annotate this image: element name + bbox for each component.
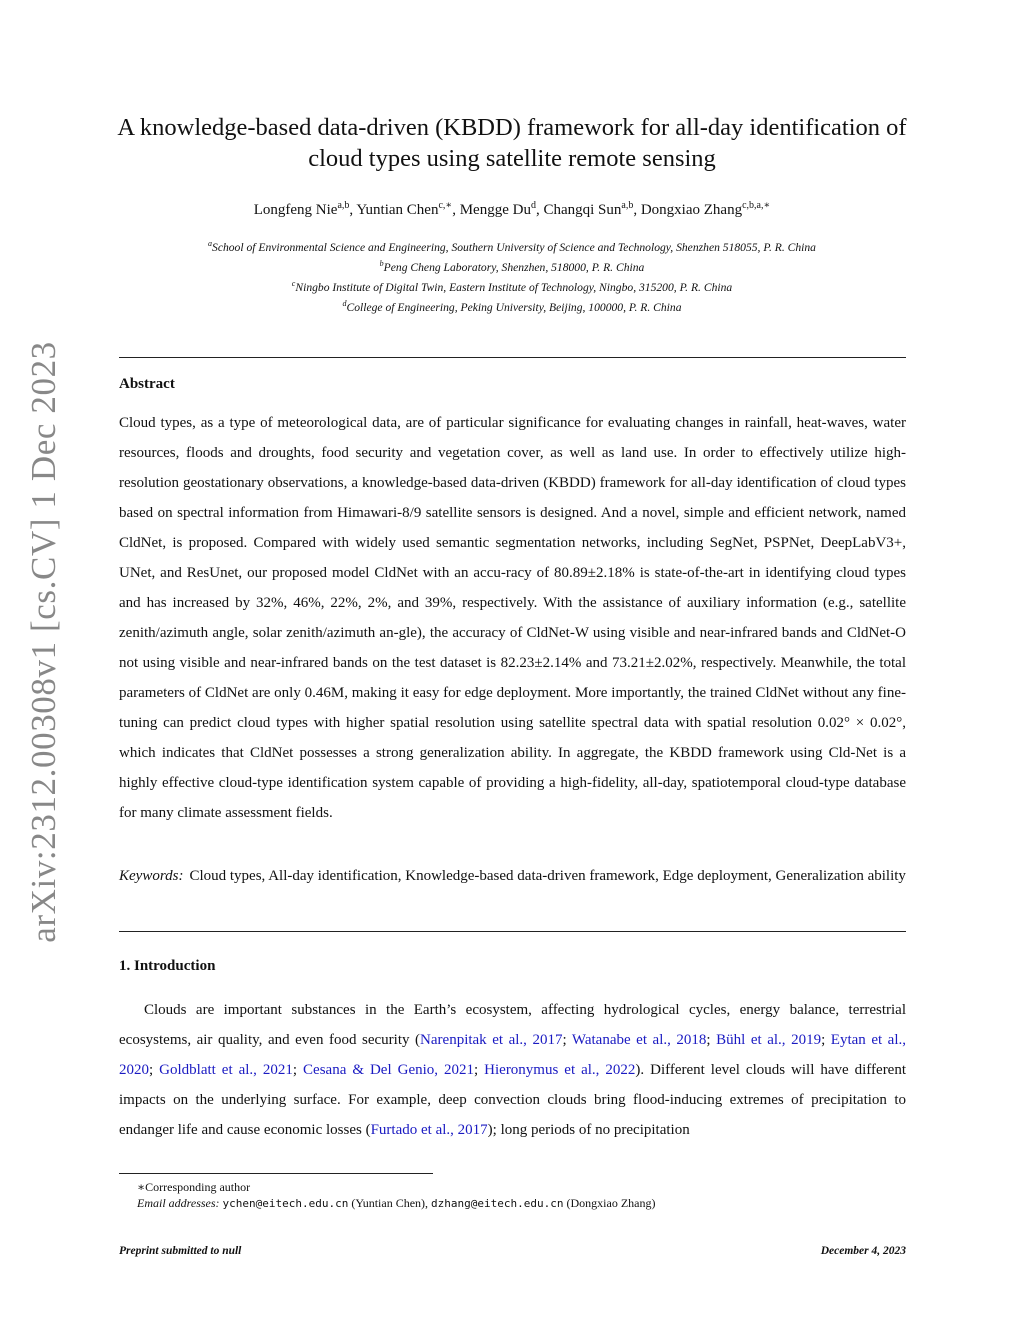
introduction-paragraph: [119, 995, 906, 1145]
intro-text: ). Different level clouds will have different impacts on the underlying surface. For example, deep convection clouds bring flood-inducing extremes of precipitation to endanger life and cause economic losses (: [119, 1062, 907, 1138]
citation-separator: ;: [706, 1032, 717, 1048]
citation-link[interactable]: Cesana & Del Genio, 2021: [303, 1062, 474, 1078]
abstract-heading: Abstract: [119, 376, 175, 392]
footer-preprint-note: Preprint submitted to null: [119, 1245, 242, 1257]
email-addresses: [137, 1195, 655, 1212]
affiliation: [110, 236, 914, 256]
author: Yuntian Chen: [356, 202, 439, 218]
author: Dongxiao Zhang: [640, 202, 743, 218]
email-owner: (Yuntian Chen),: [351, 1196, 429, 1210]
affiliation-list: [110, 236, 914, 315]
footnote: [137, 1179, 655, 1212]
affiliation-mark: c: [291, 278, 296, 288]
intro-text: ); long periods of no precipitation: [487, 1122, 690, 1138]
citation-link[interactable]: Furtado et al., 2017: [370, 1122, 488, 1138]
email-link[interactable]: ychen@eitech.edu.cn: [222, 1197, 349, 1210]
email-link[interactable]: dzhang@eitech.edu.cn: [431, 1197, 564, 1210]
keywords-label: Keywords:: [119, 868, 184, 884]
author-affil-mark: c,b,a,∗: [742, 200, 771, 211]
citation-separator: ;: [821, 1032, 831, 1048]
author-affil-mark: c,∗: [438, 200, 453, 211]
affiliation-mark: d: [342, 298, 347, 308]
affiliation: [110, 296, 914, 316]
affiliation-text: School of Environmental Science and Engineering, Southern University of Science and Technology, Shenzhen 518055, P. R. China: [212, 240, 816, 254]
paper-title: [110, 112, 914, 174]
footnote-rule: [119, 1173, 433, 1174]
author: Longfeng Nie: [253, 202, 338, 218]
arxiv-id: arXiv:2312.00308v1 [cs.CV] 1 Dec 2023: [24, 341, 64, 943]
author-list: Longfeng Nie$^{a,b}$, Yuntian Chen$^{c,∗}$, Mengge Du$^d$, Changqi Sun$^{a,b}$, Dongxiao Zhang$^{c,b,a,∗}$: [253, 200, 771, 218]
citation-link[interactable]: Goldblatt et al., 2021: [159, 1062, 293, 1078]
keywords: [119, 861, 906, 891]
author-affil-mark: a,b: [337, 200, 350, 211]
email-label: Email addresses:: [137, 1196, 220, 1210]
abstract-bottom-rule: [119, 931, 906, 932]
citation-link[interactable]: Watanabe et al., 2018: [571, 1032, 707, 1048]
citation-link[interactable]: Eytan et al., 2020: [119, 1032, 907, 1078]
affiliation: [110, 276, 914, 296]
corresponding-author-note: ∗Corresponding author: [137, 1180, 251, 1194]
citation-link[interactable]: Bühl et al., 2019: [716, 1032, 822, 1048]
citation-separator: ;: [149, 1062, 160, 1078]
affiliation-mark: b: [379, 258, 384, 268]
citation-separator: ;: [562, 1032, 572, 1048]
section-heading-introduction: 1. Introduction: [119, 958, 216, 974]
title-line-2: cloud types using satellite remote sensing: [308, 145, 716, 172]
author-affil-mark: d: [530, 200, 536, 211]
citation-separator: ;: [292, 1062, 304, 1078]
affiliation-text: College of Engineering, Peking University, Beijing, 100000, P. R. China: [346, 300, 682, 314]
abstract-top-rule: [119, 357, 906, 358]
abstract-text: Cloud types, as a type of meteorological data, are of particular significance for evaluating changes in rainfall, heat-waves, water resources, floods and droughts, food security and vegetation cover, as well as land use. In order to effectively utilize high-resolution geostationary observations, a knowledge-based data-driven (KBDD) framework for all-day identification of cloud types based on spectral information from Himawari-8/9 satellite sensors is designed. And a novel, simple and efficient network, named CldNet, is proposed. Compared with widely used semantic segmentation networks, including SegNet, PSPNet, DeepLabV3+, UNet, and ResUnet, our proposed model CldNet with an accu-racy of 80.89±2.18% is state-of-the-art in identifying cloud types and has increased by 32%, 46%, 22%, 2%, and 39%, respectively. With the assistance of auxiliary information (e.g., satellite zenith/azimuth angle, solar zenith/azimuth an-gle), the accuracy of CldNet-W using visible and near-infrared bands and CldNet-O not using visible and near-infrared bands on the test dataset is 82.23±2.14% and 73.21±2.02%, respectively. Meanwhile, the total parameters of CldNet are only 0.46M, making it easy for edge deployment. More importantly, the trained CldNet without any fine-tuning can predict cloud types with higher spatial resolution using satellite spectral data with spatial resolution 0.02° × 0.02°, which indicates that CldNet possesses a strong generalization ability. In aggregate, the KBDD framework using Cld-Net is a highly effective cloud-type identification system capable of providing a high-fidelity, all-day, spatiotemporal cloud-type database for many climate assessment fields.: [119, 415, 906, 821]
keywords-text: Cloud types, All-day identification, Knowledge-based data-driven framework, Edge deployment, Generalization ability: [189, 868, 906, 884]
affiliation-text: Peng Cheng Laboratory, Shenzhen, 518000, P. R. China: [383, 260, 645, 274]
intro-text: Clouds are important substances in the Earth’s ecosystem, affecting hydrological cycles, energy balance, terrestrial ecosystems, air quality, and even food security (: [119, 1002, 906, 1048]
author: Changqi Sun: [543, 202, 622, 218]
author: Mengge Du: [459, 202, 531, 218]
email-owner: (Dongxiao Zhang): [566, 1196, 656, 1210]
arxiv-stamp: [10, 341, 78, 943]
affiliation-mark: a: [208, 239, 213, 248]
author-affil-mark: a,b: [621, 200, 634, 211]
affiliation-text: Ningbo Institute of Digital Twin, Eastern Institute of Technology, Ningbo, 315200, P. R. China: [295, 280, 733, 294]
citation-separator: ;: [474, 1062, 485, 1078]
footer-date: December 4, 2023: [820, 1245, 906, 1257]
citation-link[interactable]: Narenpitak et al., 2017: [420, 1032, 563, 1048]
citation-link[interactable]: Hieronymus et al., 2022: [484, 1062, 636, 1078]
title-line-1: A knowledge-based data-driven (KBDD) framework for all-day identification of: [117, 114, 907, 141]
affiliation: [110, 256, 914, 276]
